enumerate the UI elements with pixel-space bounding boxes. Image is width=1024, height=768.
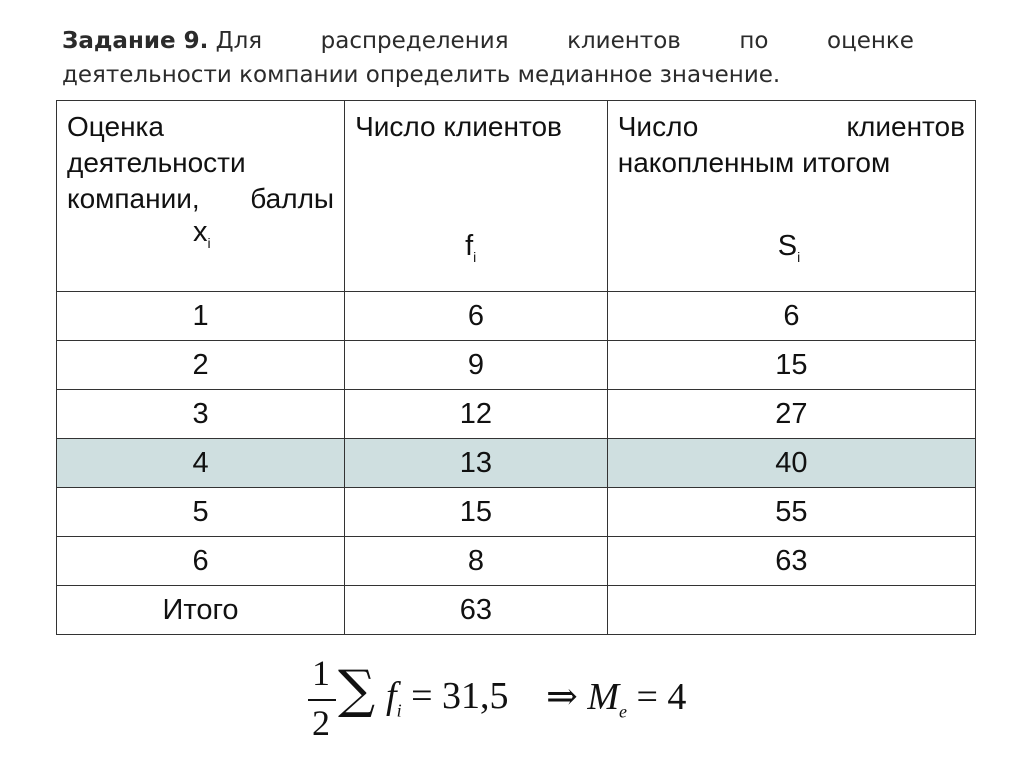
task-word: распределения (320, 28, 509, 54)
cell-accumulated: 40 (607, 439, 975, 488)
sum-symbol: ∑ (338, 660, 376, 720)
cell-score: 5 (57, 488, 345, 537)
table-header-row (57, 101, 976, 292)
formula-sum-expression: $f_i = 31,5$ (386, 675, 509, 721)
cell-accumulated: 15 (607, 341, 975, 390)
cell-clients: 9 (345, 341, 608, 390)
fraction-denominator: 2 (312, 703, 330, 743)
table-row (57, 537, 976, 586)
task-word: по (739, 28, 769, 54)
cell-clients: 12 (345, 390, 608, 439)
table-total-row (57, 586, 976, 635)
total-label: Итого (57, 586, 345, 635)
header-score-symbol: $x_i$ (193, 216, 211, 251)
header-accumulated-label: Число клиентов накопленным итогом (617, 111, 965, 178)
total-accumulated (607, 586, 975, 635)
cell-accumulated: 27 (607, 390, 975, 439)
header-score-label: Оценка деятельности компании, баллы (67, 111, 335, 214)
task-line-1 (62, 24, 914, 58)
table-row (57, 292, 976, 341)
task-word: оценке (827, 28, 914, 54)
cell-accumulated: 6 (607, 292, 975, 341)
header-cell-score (57, 101, 345, 292)
cell-clients: 15 (345, 488, 608, 537)
cell-accumulated: 63 (607, 537, 975, 586)
cell-score: 3 (57, 390, 345, 439)
cell-accumulated: 55 (607, 488, 975, 537)
task-label: Задание 9. (62, 28, 209, 54)
cell-score: 2 (57, 341, 345, 390)
cell-score: 4 (57, 439, 345, 488)
table-row (57, 341, 976, 390)
header-cell-accumulated (607, 101, 975, 292)
task-line-2: деятельности компании определить медианное значение. (62, 62, 781, 88)
cell-score: 6 (57, 537, 345, 586)
header-accumulated-symbol: $S_i$ (777, 230, 801, 265)
table-row (57, 488, 976, 537)
header-clients-label: Число клиентов (355, 111, 562, 142)
formula-median-expression: ⇒ $M_e = 4$ (546, 676, 687, 722)
header-clients-symbol: $f_i$ (465, 230, 477, 265)
fraction-bar (308, 699, 336, 701)
table-row-median (57, 439, 976, 488)
cell-clients: 8 (345, 537, 608, 586)
cell-score: 1 (57, 292, 345, 341)
task-word: Для (215, 28, 263, 54)
distribution-table (56, 100, 976, 635)
task-word: клиентов (567, 28, 681, 54)
task-statement (62, 24, 914, 92)
table-row (57, 390, 976, 439)
cell-clients: 13 (345, 439, 608, 488)
header-cell-clients (345, 101, 608, 292)
total-value: 63 (345, 586, 608, 635)
fraction-numerator: 1 (312, 653, 330, 693)
cell-clients: 6 (345, 292, 608, 341)
